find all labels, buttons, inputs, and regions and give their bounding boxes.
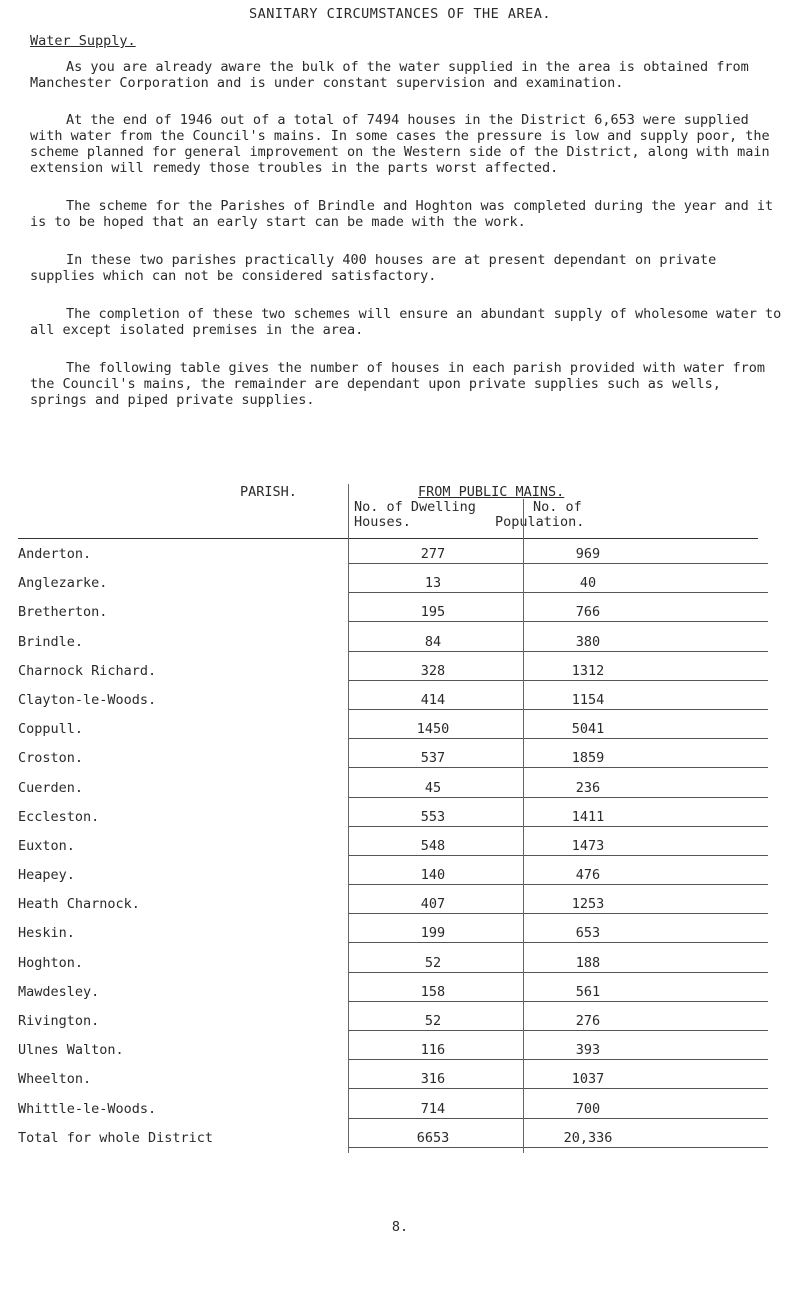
houses-count: 328 [420,662,446,679]
houses-count: 84 [424,633,442,650]
parish-name: Whittle-le-Woods. [18,1100,157,1117]
table-row [18,657,780,686]
houses-count: 199 [420,925,446,942]
table-row [18,1036,780,1065]
houses-count: 52 [424,954,442,971]
parish-name: Cuerden. [18,779,84,796]
row-rule [348,913,768,914]
row-rule [348,797,768,798]
row-rule [348,1059,768,1060]
table-row [18,774,780,803]
table-body [18,540,780,1153]
paragraph-6 [30,360,782,408]
table-row [18,861,780,890]
population-count: 476 [575,867,601,884]
table-row [18,919,780,948]
population-count: 393 [575,1042,601,1059]
houses-count: 158 [420,983,446,1000]
row-rule [348,621,768,622]
population-count: 766 [575,604,601,621]
table-row [18,540,780,569]
body-divider-mid [523,540,524,1153]
parish-name: Anderton. [18,546,92,562]
row-rule [348,767,768,768]
water-supply-table [18,484,780,1153]
table-row [18,744,780,773]
parish-name: Bretherton. [18,604,108,621]
header-rule [18,538,758,539]
page-number: 8. [391,1219,409,1235]
table-row [18,1095,780,1124]
parish-name: Heskin. [18,925,75,942]
population-count: 1312 [571,662,605,679]
houses-header-line-1: No. of Dwelling [354,499,476,515]
houses-count: 52 [424,1013,442,1029]
parish-name: Rivington. [18,1013,100,1029]
row-rule [348,972,768,973]
row-rule [348,942,768,943]
section-heading: SANITARY CIRCUMSTANCES OF THE AREA. [249,6,551,22]
row-rule [348,592,768,593]
houses-count: 140 [420,867,446,884]
houses-count: 553 [420,808,446,825]
row-rule [348,1118,768,1119]
houses-count: 116 [420,1042,446,1059]
parish-name: Anglezarke. [18,575,108,592]
table-row [18,803,780,832]
row-rule [348,1147,768,1148]
parish-name: Charnock Richard. [18,662,157,679]
population-count: 236 [575,779,601,796]
houses-header-line-2: Houses. [354,514,411,530]
parish-name: Euxton. [18,837,75,854]
parish-name: Wheelton. [18,1071,92,1088]
paragraph-2 [30,112,782,176]
row-rule [348,563,768,564]
parish-name: Heath Charnock. [18,896,140,913]
population-count: 1253 [571,896,605,913]
houses-count: 1450 [416,721,450,738]
population-count: 380 [575,633,601,650]
population-count: 969 [575,546,601,562]
row-rule [348,651,768,652]
table-header [18,484,780,540]
table-row [18,686,780,715]
paragraph-1-text: As you are already aware the bulk of the water supplied in the area is obtained from Manchester Corporation and is under constant supervision and examination. [30,59,749,91]
table-row [18,598,780,627]
paragraph-5 [30,306,782,338]
row-rule [348,884,768,885]
row-rule [348,1001,768,1002]
header-divider-mid [523,499,524,540]
houses-count: 407 [420,896,446,913]
paragraph-1 [30,59,782,91]
paragraph-3 [30,198,782,230]
water-supply-subheading: Water Supply. [30,33,136,49]
table-row [18,949,780,978]
population-count: 561 [575,983,601,1000]
houses-count: 548 [420,837,446,854]
houses-count: 45 [424,779,442,796]
parish-name: Croston. [18,750,84,767]
row-rule [348,826,768,827]
table-row [18,715,780,744]
houses-count: 414 [420,691,446,708]
population-header-line-1: No. of [533,499,582,515]
population-header-line-2: Population. [495,514,585,530]
row-rule [348,855,768,856]
paragraph-4 [30,252,782,284]
parish-name: Ulnes Walton. [18,1042,124,1059]
paragraph-6-text: The following table gives the number of houses in each parish provided with water from the Council's mains, the remainder are dependant upon private supplies such as wells, springs and piped private supplies. [30,360,765,408]
houses-count: 277 [420,546,446,562]
row-rule [348,738,768,739]
row-rule [348,680,768,681]
population-count: 5041 [571,721,605,738]
mains-header: FROM PUBLIC MAINS. [418,484,565,500]
population-header-group [495,499,585,530]
population-count: 1037 [571,1071,605,1088]
parish-name: Total for whole District [18,1129,214,1146]
population-count: 653 [575,925,601,942]
paragraph-5-text: The completion of these two schemes will ensure an abundant supply of wholesome water to all except isolated premises in the area. [30,306,782,338]
table-row [18,569,780,598]
parish-name: Heapey. [18,867,75,884]
table-row [18,1065,780,1094]
population-count: 1154 [571,691,605,708]
parish-name: Brindle. [18,633,84,650]
houses-count: 316 [420,1071,446,1088]
houses-count: 537 [420,750,446,767]
paragraph-2-text: At the end of 1946 out of a total of 7494 houses in the District 6,653 were supplied with water from the Council's mains. In some cases the pressure is low and supply poor, the scheme planned for general improvement on the Western side of the District, along with main extension will remedy those troubles in the parts worst affected. [30,112,770,176]
body-divider-left [348,540,349,1153]
population-count: 276 [575,1013,601,1029]
paragraph-4-text: In these two parishes practically 400 houses are at present dependant on private supplies which can not be considered satisfactory. [30,252,717,284]
table-row [18,978,780,1007]
table-row [18,1007,780,1036]
parish-header: PARISH. [240,484,297,500]
parish-name: Hoghton. [18,954,84,971]
population-count: 20,336 [563,1129,613,1146]
table-row [18,890,780,919]
row-rule [348,709,768,710]
population-count: 1859 [571,750,605,767]
parish-name: Coppull. [18,721,84,738]
population-count: 188 [575,954,601,971]
houses-count: 714 [420,1100,446,1117]
parish-name: Mawdesley. [18,983,100,1000]
table-row [18,628,780,657]
paragraph-3-text: The scheme for the Parishes of Brindle and Hoghton was completed during the year and it is to be hoped that an early start can be made with the work. [30,198,774,230]
parish-name: Clayton-le-Woods. [18,691,157,708]
houses-count: 6653 [416,1129,450,1146]
table-row [18,1124,780,1153]
row-rule [348,1030,768,1031]
parish-name: Eccleston. [18,808,100,825]
population-count: 1411 [571,808,605,825]
population-count: 700 [575,1100,601,1117]
table-row [18,832,780,861]
houses-count: 195 [420,604,446,621]
population-count: 40 [579,575,597,592]
houses-count: 13 [424,575,442,592]
population-count: 1473 [571,837,605,854]
header-divider-left [348,484,349,540]
row-rule [348,1088,768,1089]
